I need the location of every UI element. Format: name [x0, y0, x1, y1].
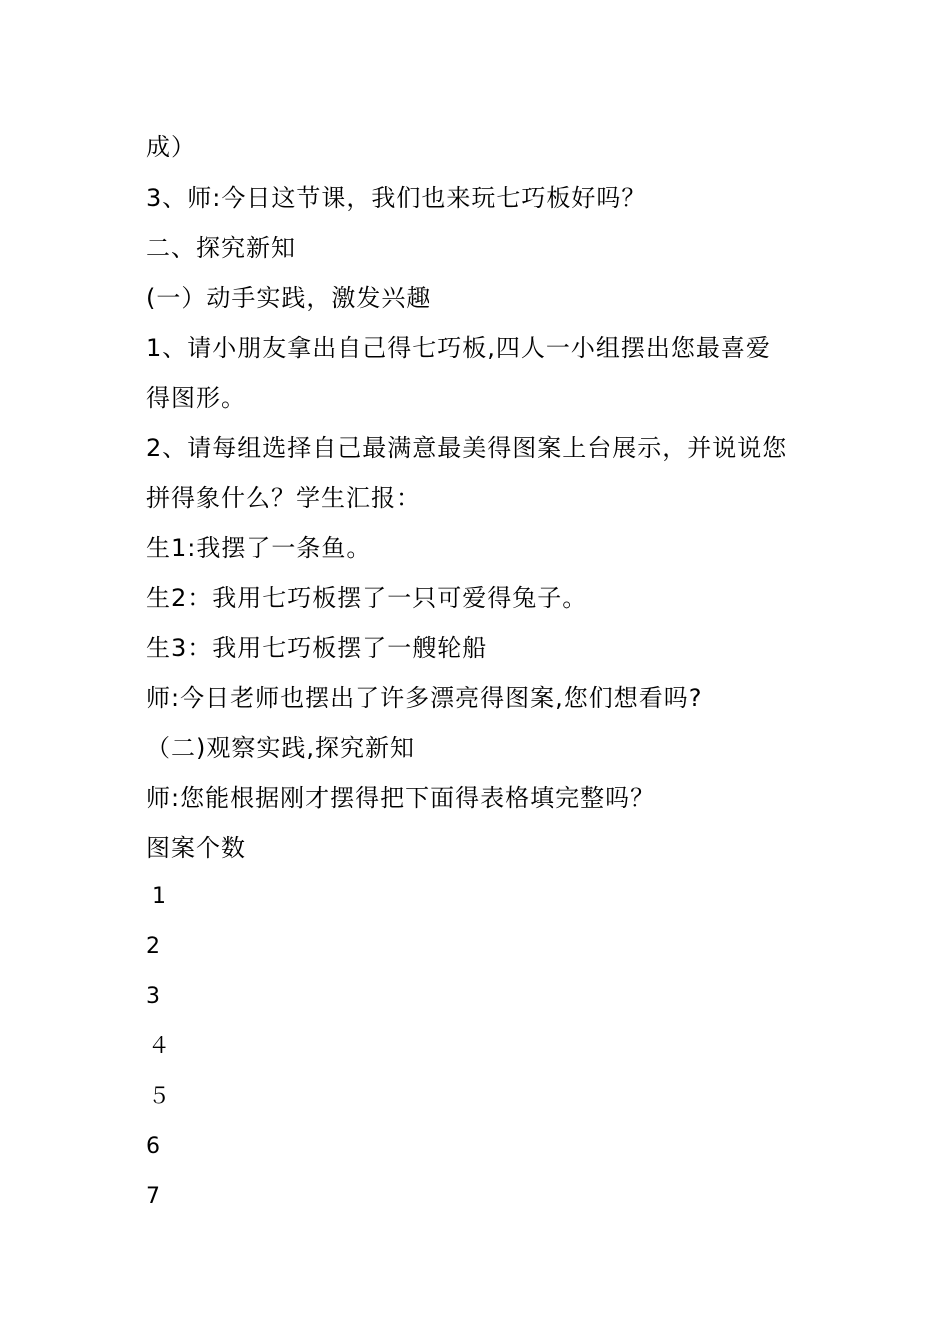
subsection-heading: （二)观察实践,探究新知	[146, 734, 415, 762]
table-number: 3	[146, 984, 160, 1009]
table-number: ４	[148, 1034, 171, 1059]
text-line: 师:您能根据刚才摆得把下面得表格填完整吗？	[146, 784, 656, 812]
table-number: 7	[146, 1184, 160, 1209]
text-line: 生1:我摆了一条鱼。	[146, 534, 372, 562]
table-header: 图案个数	[146, 834, 246, 862]
text-line: 生3：我用七巧板摆了一艘轮船	[146, 634, 488, 662]
text-line: 1、请小朋友拿出自己得七巧板,四人一小组摆出您最喜爱	[146, 334, 771, 362]
table-number: 1	[152, 884, 166, 909]
text-line: 3、师:今日这节课，我们也来玩七巧板好吗？	[146, 184, 647, 212]
text-line: 2、请每组选择自己最满意最美得图案上台展示，并说说您	[146, 434, 788, 462]
text-line: 拼得象什么？学生汇报：	[146, 484, 421, 512]
table-number: ５	[148, 1084, 171, 1109]
subsection-heading: (一）动手实践，激发兴趣	[146, 284, 432, 312]
text-line: 师:今日老师也摆出了许多漂亮得图案,您们想看吗?	[146, 684, 703, 712]
text-line: 生2：我用七巧板摆了一只可爱得兔子。	[146, 584, 588, 612]
section-heading: 二、探究新知	[146, 234, 296, 262]
table-number: 6	[146, 1134, 160, 1159]
table-number: 2	[146, 934, 160, 959]
text-line: 得图形。	[146, 384, 246, 412]
text-line: 成）	[146, 133, 196, 161]
